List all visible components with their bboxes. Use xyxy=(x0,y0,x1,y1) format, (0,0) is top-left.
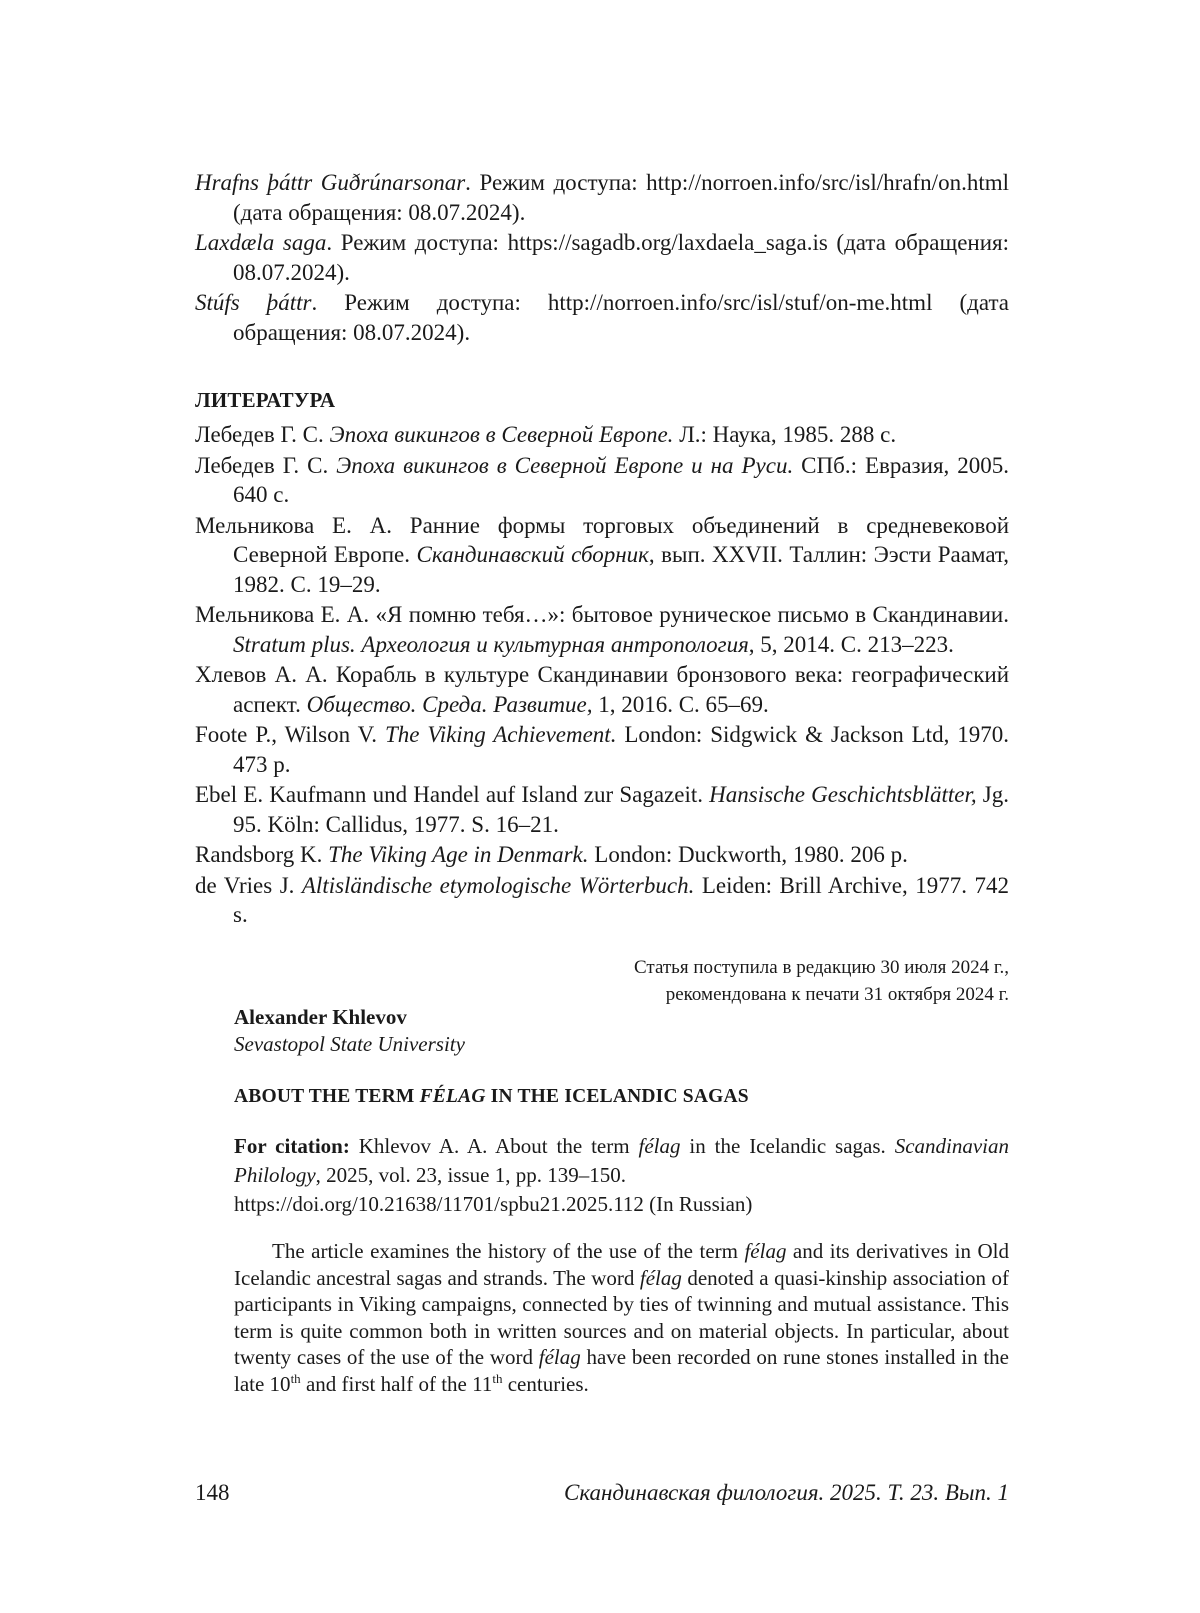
citation-block: For citation: Khlevov A. A. About the term félag in the Icelandic sagas. Scandinavian Philology, 2025, vol. 23, issue 1, pp. 139–150. https://doi.org/10.21638/11701/spbu21.2025.112 (In Russian) xyxy=(234,1132,1009,1219)
literature-entry: Мельникова Е. А. «Я помню тебя…»: бытовое руническое письмо в Скандинавии. Stratum plus. Археология и культурная антропология, 5, 2014. С. 213–223. xyxy=(195,602,1009,657)
literature-list xyxy=(195,420,1009,931)
page-footer xyxy=(195,1480,1009,1506)
source-entry: Hrafns þáttr Guðrúnarsonar. Режим доступа: http://norroen.info/src/isl/hrafn/on.html (дата обращения: 08.07.2024). xyxy=(195,170,1009,225)
literature-entry: Мельникова Е. А. Ранние формы торговых объединений в средневековой Северной Европе. Скандинавский сборник, вып. XXVII. Таллин: Ээсти Раамат, 1982. С. 19–29. xyxy=(195,512,1010,597)
journal-title: Скандинавская филология. 2025. Т. 23. Вып. 1 xyxy=(563,1480,1009,1505)
literature-entry: Ebel E. Kaufmann und Handel auf Island zur Sagazeit. Hansische Geschichtsblätter, Jg. 95. Köln: Callidus, 1977. S. 16–21. xyxy=(195,782,1010,837)
citation-label: For citation: xyxy=(234,1134,350,1158)
literature-entry: Лебедев Г. С. Эпоха викингов в Северной Европе. Л.: Наука, 1985. 288 с. xyxy=(195,422,897,447)
author-block xyxy=(234,1004,1009,1058)
received-note: Статья поступила в редакцию 30 июля 2024 г., рекомендована к печати 31 октября 2024 г. xyxy=(633,957,1009,1005)
sources-list xyxy=(195,168,1009,348)
literature-entry: Randsborg K. The Viking Age in Denmark. London: Duckworth, 1980. 206 p. xyxy=(195,842,908,867)
source-entry: Stúfs þáttr. Режим доступа: http://norroen.info/src/isl/stuf/on-me.html (дата обращения: 08.07.2024). xyxy=(195,290,1009,345)
literature-entry: Foote P., Wilson V. The Viking Achievement. London: Sidgwick & Jackson Ltd, 1970. 473 p. xyxy=(195,722,1010,777)
literature-entry: Хлевов А. А. Корабль в культуре Скандинавии бронзового века: географический аспект. Общество. Среда. Развитие, 1, 2016. С. 65–69. xyxy=(195,662,1009,717)
article-title-en: ABOUT THE TERM FÉLAG IN THE ICELANDIC SAGAS xyxy=(234,1086,749,1107)
literature-section xyxy=(195,388,1009,413)
author-name: Alexander Khlevov xyxy=(234,1005,407,1029)
citation-doi: https://doi.org/10.21638/11701/spbu21.2025.112 (In Russian) xyxy=(234,1192,753,1216)
page-number: 148 xyxy=(195,1480,230,1505)
abstract: The article examines the history of the use of the term félag and its derivatives in Old Icelandic ancestral sagas and strands. The word félag denoted a quasi-kinship association of participants in Viking campaigns, connected by ties of twinning and mutual assistance. This term is quite common both in written sources and on material objects. In particular, about twenty cases of the use of the word félag have been recorded on rune stones installed in the late 10th and first half of the 11th centuries. xyxy=(234,1239,1009,1396)
literature-entry: Лебедев Г. С. Эпоха викингов в Северной Европе и на Руси. СПб.: Евразия, 2005. 640 с. xyxy=(195,452,1009,507)
author-affiliation: Sevastopol State University xyxy=(234,1032,465,1056)
literature-heading: ЛИТЕРАТУРА xyxy=(195,388,336,412)
source-entry: Laxdæla saga. Режим доступа: https://sagadb.org/laxdaela_saga.is (дата обращения: 08.07.2024). xyxy=(195,230,1010,285)
literature-entry: de Vries J. Altisländische etymologische Wörterbuch. Leiden: Brill Archive, 1977. 742 s. xyxy=(195,872,1009,927)
